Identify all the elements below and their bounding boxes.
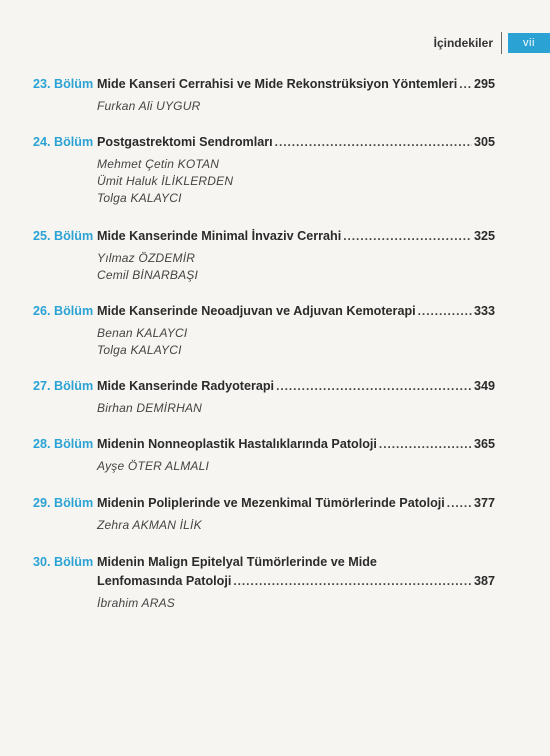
- author-name: Tolga KALAYCI: [97, 343, 182, 357]
- toc-entry-line[interactable]: [33, 228, 495, 244]
- chapter-number: 28. Bölüm: [33, 437, 94, 451]
- header-title: İçindekiler: [434, 32, 502, 54]
- toc-entry-line[interactable]: [33, 303, 495, 319]
- dot-leader: [418, 303, 472, 319]
- dot-leader: [233, 573, 472, 589]
- author-list: [33, 156, 495, 207]
- toc-entry[interactable]: [33, 495, 495, 534]
- dot-leader: [343, 228, 472, 244]
- toc-entry-line[interactable]: [33, 378, 495, 394]
- author-name: Furkan Ali UYGUR: [97, 99, 201, 113]
- toc-entry[interactable]: [33, 228, 495, 284]
- page-number: 365: [473, 437, 495, 451]
- chapter-title[interactable]: Mide Kanserinde Neoadjuvan ve Adjuvan Kemoterapi: [97, 304, 416, 318]
- author-name: Yılmaz ÖZDEMİR: [97, 251, 196, 265]
- chapter-title[interactable]: Postgastrektomi Sendromları: [97, 135, 273, 149]
- chapter-number: 30. Bölüm: [33, 555, 94, 569]
- chapter-title[interactable]: Midenin Nonneoplastik Hastalıklarında Patoloji: [97, 437, 377, 451]
- toc-entry[interactable]: [33, 378, 495, 417]
- page-number: 333: [473, 304, 495, 318]
- dot-leader: [379, 436, 472, 452]
- dot-leader: [459, 76, 472, 92]
- page-number: 377: [473, 496, 495, 510]
- chapter-number: 27. Bölüm: [33, 379, 94, 393]
- toc-entry-line[interactable]: [33, 495, 495, 511]
- author-name: Zehra AKMAN İLİK: [97, 518, 202, 532]
- chapter-title-continued[interactable]: Lenfomasında Patoloji: [97, 574, 232, 588]
- author-name: Cemil BİNARBAŞI: [97, 268, 199, 282]
- author-name: Ayşe ÖTER ALMALI: [97, 459, 210, 473]
- chapter-number: 24. Bölüm: [33, 135, 94, 149]
- running-header: [434, 32, 550, 54]
- chapter-title[interactable]: Mide Kanseri Cerrahisi ve Mide Rekonstrüksiyon Yöntemleri: [97, 77, 458, 91]
- author-list: [33, 400, 495, 417]
- author-name: Tolga KALAYCI: [97, 191, 182, 205]
- author-list: [33, 325, 495, 359]
- chapter-title[interactable]: Midenin Poliplerinde ve Mezenkimal Tümörlerinde Patoloji: [97, 496, 445, 510]
- toc-entry-line[interactable]: [33, 436, 495, 452]
- author-list: [33, 458, 495, 475]
- page-number: 325: [473, 229, 495, 243]
- toc-entry[interactable]: [33, 554, 495, 612]
- toc-entry-line-continued[interactable]: [33, 573, 495, 589]
- chapter-number: 26. Bölüm: [33, 304, 94, 318]
- page-number-tab: vii: [508, 33, 550, 53]
- chapter-title[interactable]: Midenin Malign Epitelyal Tümörlerinde ve Mide: [97, 555, 377, 569]
- chapter-number: 23. Bölüm: [33, 77, 94, 91]
- chapter-title[interactable]: Mide Kanserinde Minimal İnvaziv Cerrahi: [97, 229, 342, 243]
- author-name: Benan KALAYCI: [97, 326, 188, 340]
- author-list: [33, 517, 495, 534]
- page-number: 349: [473, 379, 495, 393]
- author-name: İbrahim ARAS: [97, 596, 175, 610]
- toc-entry-line[interactable]: [33, 76, 495, 92]
- dot-leader: [447, 495, 472, 511]
- toc-entry[interactable]: [33, 436, 495, 475]
- author-list: [33, 250, 495, 284]
- toc-entry-line[interactable]: [33, 134, 495, 150]
- toc-entry-line[interactable]: [33, 554, 495, 570]
- page-number: 387: [473, 574, 495, 588]
- toc-entry[interactable]: [33, 303, 495, 359]
- toc-entry[interactable]: [33, 134, 495, 207]
- chapter-number: 25. Bölüm: [33, 229, 94, 243]
- author-name: Birhan DEMİRHAN: [97, 401, 203, 415]
- page-number: 295: [473, 77, 495, 91]
- author-list: [33, 98, 495, 115]
- dot-leader: [275, 134, 472, 150]
- chapter-number: 29. Bölüm: [33, 496, 94, 510]
- toc-entry[interactable]: [33, 76, 495, 115]
- author-name: Mehmet Çetin KOTAN: [97, 157, 220, 171]
- dot-leader: [276, 378, 472, 394]
- author-name: Ümit Haluk İLİKLERDEN: [97, 174, 234, 188]
- chapter-title[interactable]: Mide Kanserinde Radyoterapi: [97, 379, 275, 393]
- author-list: [33, 595, 495, 612]
- page-number: 305: [473, 135, 495, 149]
